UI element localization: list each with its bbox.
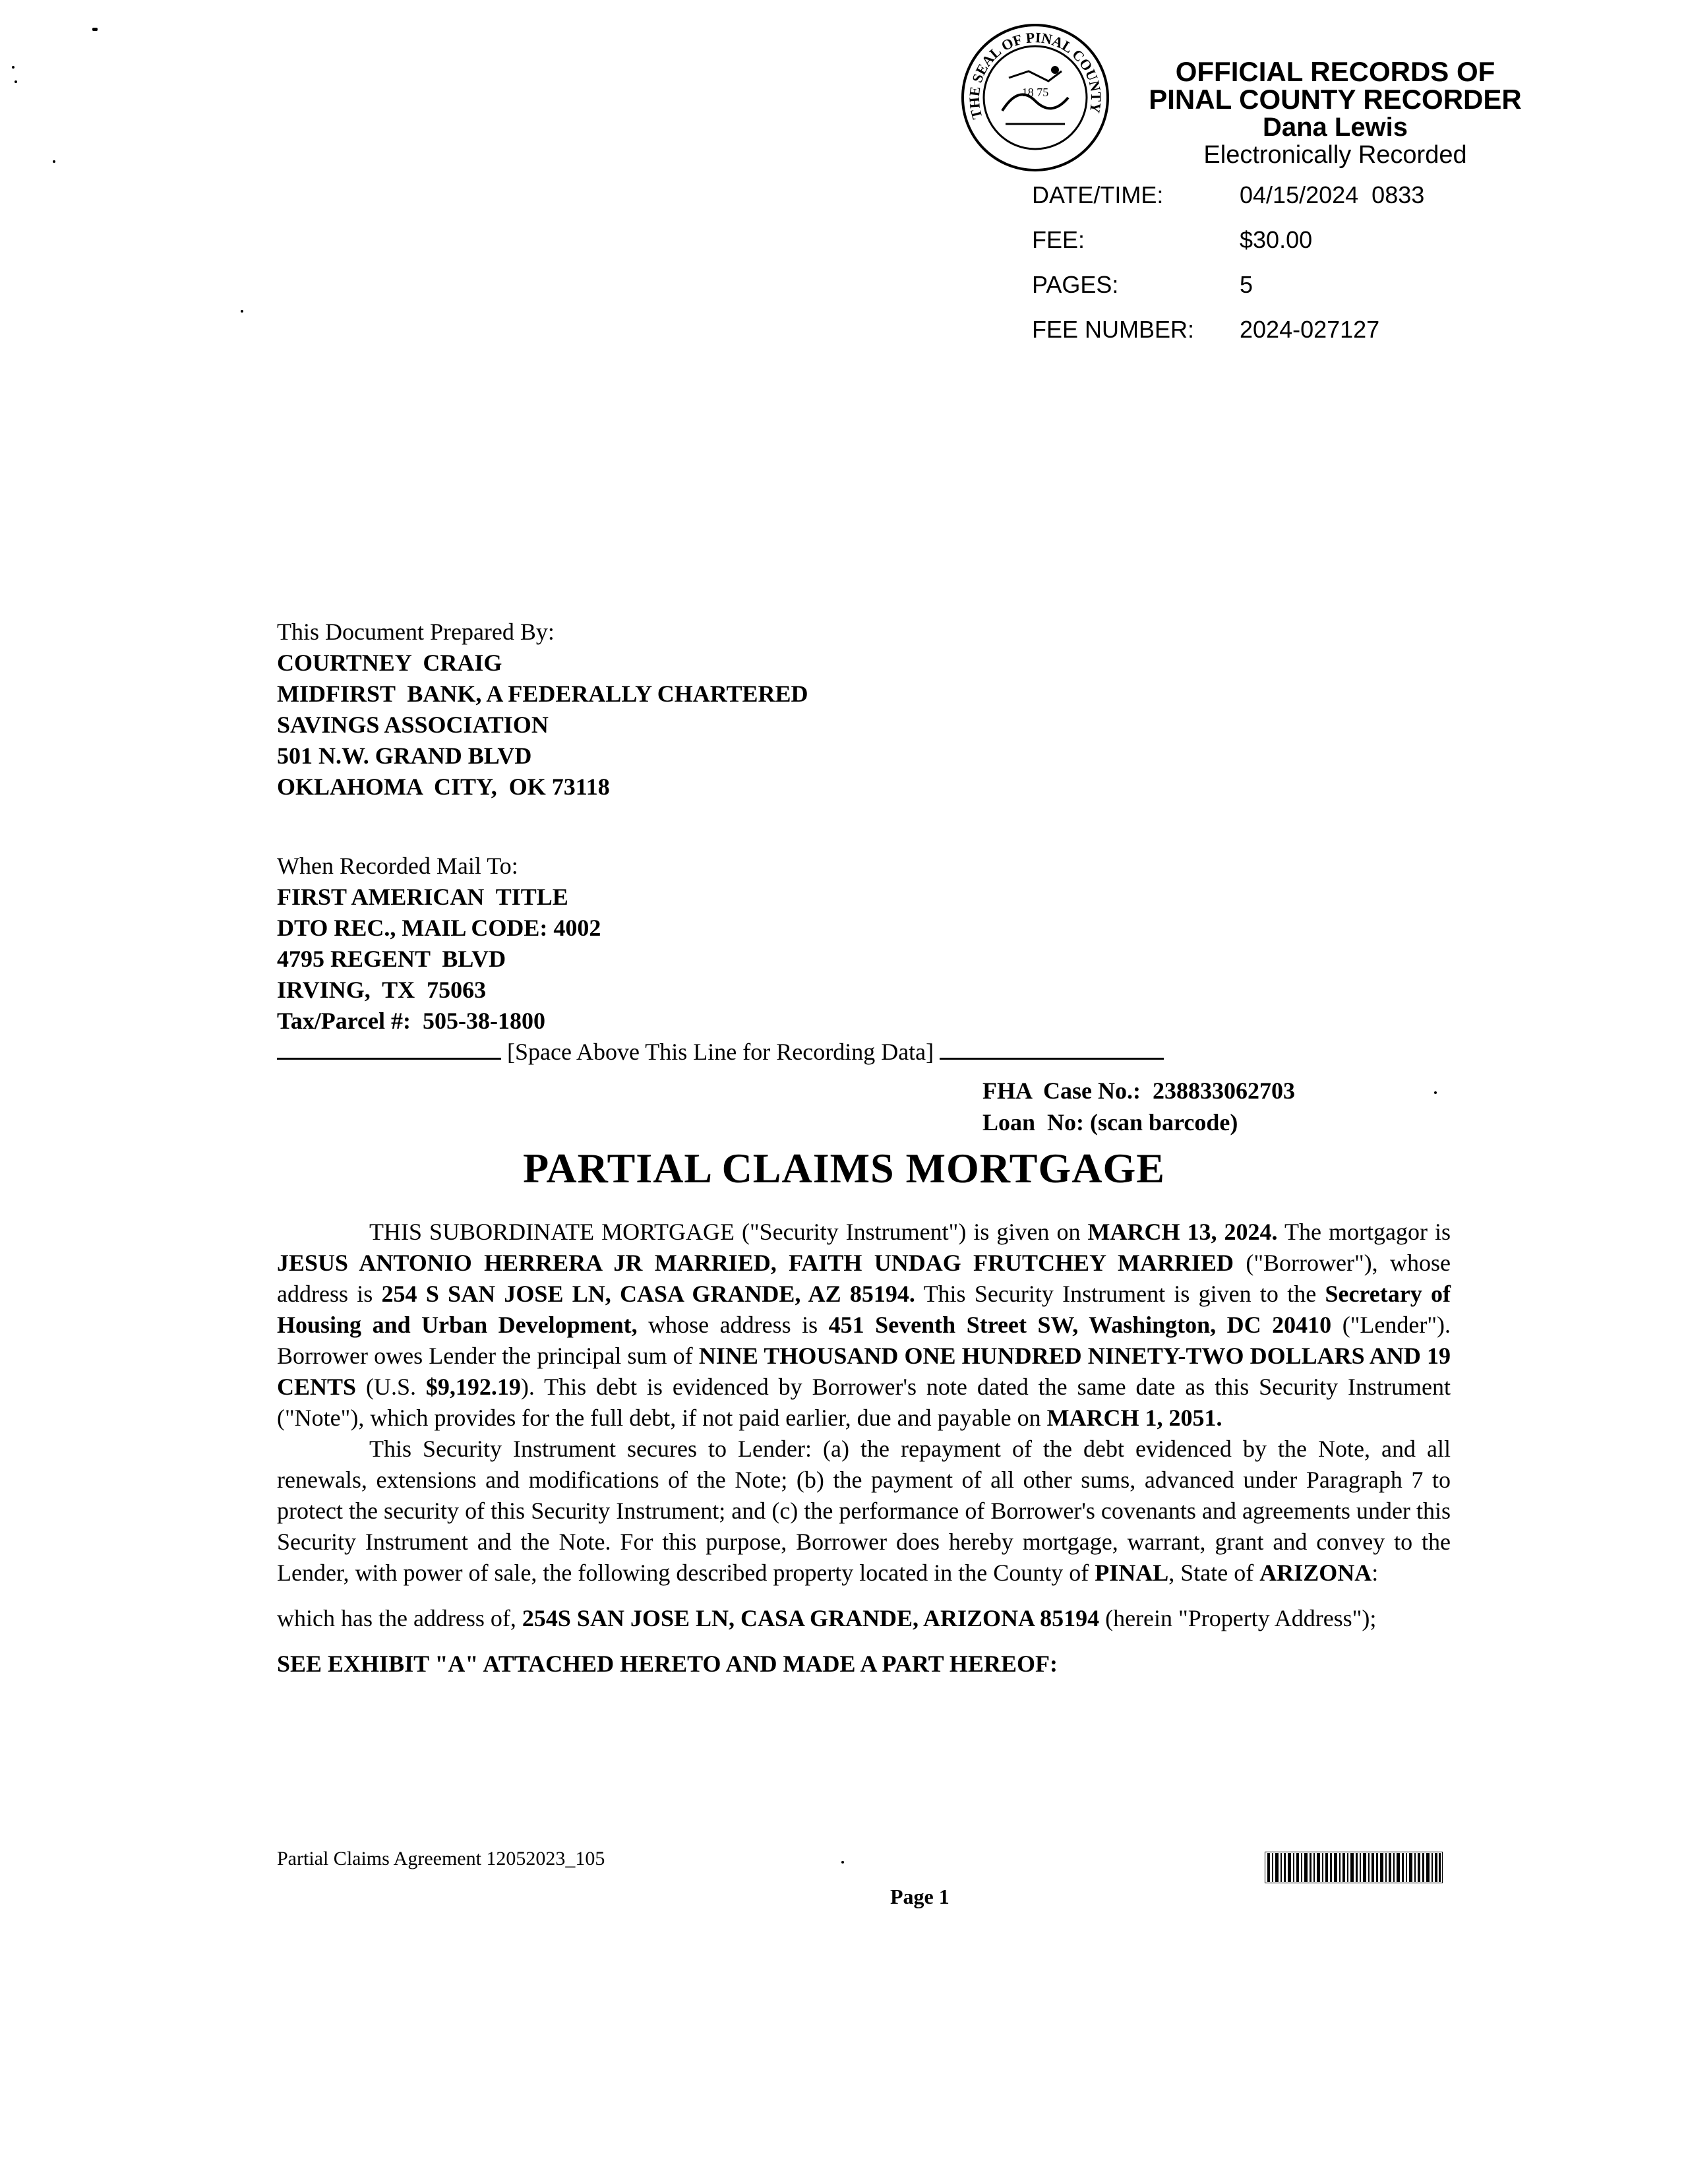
prepared-by-line: OKLAHOMA CITY, OK 73118	[277, 774, 610, 800]
prepared-by-line: SAVINGS ASSOCIATION	[277, 712, 549, 738]
svg-text:THE SEAL OF PINAL COUNTY ARIZO	[956, 18, 1104, 121]
recorder-status: Electronically Recorded	[1203, 141, 1467, 169]
state-name: ARIZONA	[1259, 1560, 1372, 1586]
county-name: PINAL	[1095, 1560, 1169, 1586]
space-above-label: [Space Above This Line for Recording Data]	[507, 1039, 934, 1065]
paragraph-2	[277, 1434, 1451, 1589]
recorder-name: Dana Lewis	[1262, 113, 1408, 142]
borrower-names: JESUS ANTONIO HERRERA JR MARRIED, FAITH UNDAG FRUTCHEY MARRIED	[277, 1250, 1234, 1276]
mail-to-line: IRVING, TX 75063	[277, 977, 487, 1003]
body-text: The mortgagor is	[1277, 1219, 1451, 1245]
lender-name: Secretary of Housing and Urban Development,	[277, 1281, 1451, 1338]
scan-speck	[92, 28, 98, 31]
recording-row-fee	[1032, 218, 1424, 262]
recording-value: $30.00	[1240, 226, 1313, 253]
recording-row-fee-number	[1032, 307, 1424, 352]
mail-to-block	[277, 851, 601, 1006]
mail-to-line: 4795 REGENT BLVD	[277, 946, 506, 972]
fha-case-number: FHA Case No.: 238833062703	[982, 1077, 1295, 1104]
body-text: , State of	[1168, 1560, 1260, 1586]
paragraph-3	[277, 1603, 1451, 1634]
paragraph-1	[277, 1217, 1451, 1434]
exhibit-reference: SEE EXHIBIT "A" ATTACHED HERETO AND MADE A PART HEREOF:	[277, 1651, 1058, 1677]
borrower-address: 254 S SAN JOSE LN, CASA GRANDE, AZ 85194.	[381, 1281, 915, 1307]
footer-form-id: Partial Claims Agreement 12052023_105	[277, 1848, 605, 1869]
seal-years: 18 75	[1021, 86, 1049, 99]
rule-right	[940, 1035, 1164, 1060]
prepared-by-block	[277, 617, 808, 803]
recording-row-datetime	[1032, 173, 1424, 218]
scan-speck	[1434, 1091, 1437, 1094]
body-text: (herein "Property Address");	[1099, 1605, 1377, 1631]
case-info	[982, 1075, 1295, 1138]
scan-speck	[12, 66, 15, 69]
scan-speck	[53, 160, 55, 163]
seal-text: THE SEAL OF PINAL COUNTY	[965, 29, 1105, 121]
scan-speck	[841, 1861, 844, 1864]
prepared-by-line: MIDFIRST BANK, A FEDERALLY CHARTERED	[277, 681, 808, 707]
recording-label: FEE NUMBER:	[1032, 316, 1195, 343]
recorder-header	[1134, 58, 1536, 169]
body-text: whose address is	[637, 1312, 829, 1338]
rule-left	[277, 1035, 501, 1060]
property-address: 254S SAN JOSE LN, CASA GRANDE, ARIZONA 85194	[522, 1605, 1100, 1631]
recording-row-pages	[1032, 262, 1424, 307]
barcode	[1265, 1852, 1443, 1887]
maturity-date: MARCH 1, 2051.	[1046, 1405, 1222, 1431]
recording-space-line	[277, 1035, 1164, 1066]
body-text: This Security Instrument is given to the	[915, 1281, 1325, 1307]
mail-to-label: When Recorded Mail To:	[277, 853, 518, 879]
body-text: This Security Instrument secures to Lender: (a) the repayment of the debt evidenced by the Note, and all renewals, extensions and modifications of the Note; (b) the payment of all other sums, advanced under Paragraph 7 to protect the security of this Security Instrument; and (c) the performance of Borrower's covenants and agreements under this Security Instrument and the Note. For this purpose, Borrower does hereby mortgage, warrant, grant and convey to the Lender, with power of sale, the following described property located in the County of	[277, 1436, 1451, 1586]
document-body	[277, 1217, 1451, 1680]
recording-value: 5	[1240, 271, 1253, 298]
recording-info-table	[1032, 173, 1424, 352]
scan-speck	[241, 310, 243, 313]
loan-number: Loan No: (scan barcode)	[982, 1109, 1238, 1136]
recording-label: PAGES:	[1032, 271, 1119, 298]
recorder-line1: OFFICIAL RECORDS OF	[1175, 56, 1495, 87]
recorder-line2: PINAL COUNTY RECORDER	[1149, 84, 1522, 115]
body-text: ). This debt is evidenced by Borrower's note dated the same date as this Security Instrument ("Note"), which provides for the full debt, if not paid earlier, due and payable on	[277, 1374, 1451, 1431]
body-text: :	[1372, 1560, 1379, 1586]
principal-amount: $9,192.19	[425, 1374, 521, 1400]
tax-parcel: Tax/Parcel #: 505-38-1800	[277, 1008, 545, 1034]
mail-to-line: FIRST AMERICAN TITLE	[277, 884, 568, 910]
body-text: ("Lender"). Borrower owes Lender the principal sum of	[277, 1312, 1451, 1369]
prepared-by-line: 501 N.W. GRAND BLVD	[277, 743, 532, 769]
body-text: ("Borrower"), whose address is	[277, 1250, 1451, 1307]
body-text: which has the address of,	[277, 1605, 522, 1631]
document-title: PARTIAL CLAIMS MORTGAGE	[523, 1145, 1165, 1192]
body-text: THIS SUBORDINATE MORTGAGE ("Security Instrument") is given on	[369, 1219, 1088, 1245]
recording-value: 2024-027127	[1240, 316, 1380, 343]
mail-to-line: DTO REC., MAIL CODE: 4002	[277, 915, 601, 941]
prepared-by-label: This Document Prepared By:	[277, 619, 555, 645]
recording-label: DATE/TIME:	[1032, 181, 1164, 208]
page-number: Page 1	[890, 1885, 950, 1908]
county-seal	[956, 18, 1114, 177]
prepared-by-line: COURTNEY CRAIG	[277, 650, 502, 676]
scan-speck	[15, 80, 17, 83]
recording-label: FEE:	[1032, 226, 1085, 253]
body-bold: MARCH 13, 2024.	[1087, 1219, 1278, 1245]
lender-address: 451 Seventh Street SW, Washington, DC 20410	[828, 1312, 1332, 1338]
recording-value: 04/15/2024 0833	[1240, 181, 1425, 208]
body-text: (U.S.	[356, 1374, 426, 1400]
principal-words: NINE THOUSAND ONE HUNDRED NINETY-TWO DOLLARS AND 19 CENTS	[277, 1343, 1451, 1400]
